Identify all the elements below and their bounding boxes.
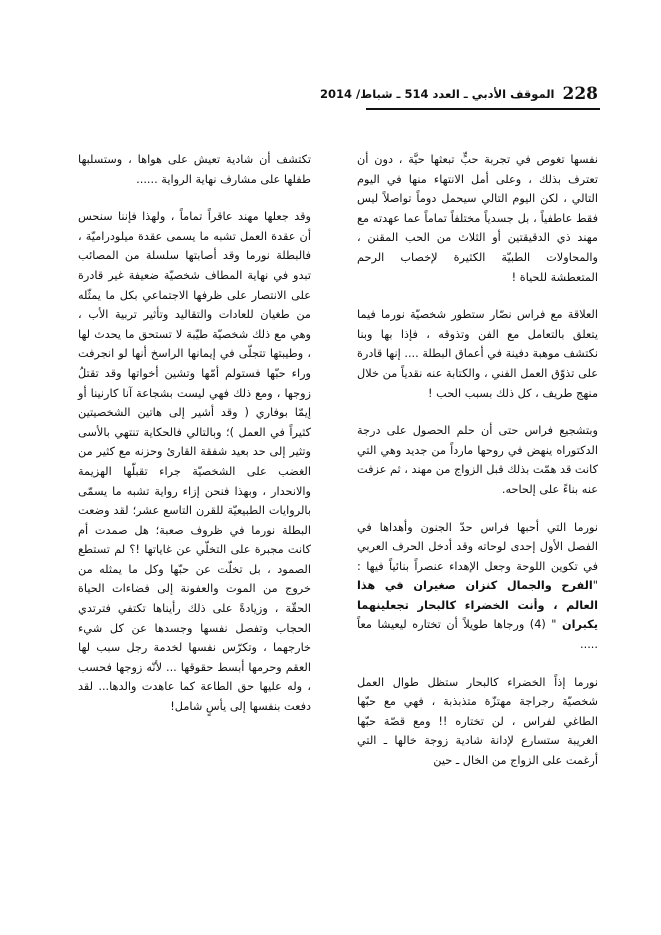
paragraph: وبتشجيع فراس حتى أن حلم الحصول على درجة الدكتوراه ينهض في روحها مارداً من جديد وهي التي كانت قد همّت بذلك قبل الزواج من مهند ، ثم عزفت عنه بناءً على إلحاحه. — [356, 424, 598, 496]
paragraph: وقد جعلها مهند عاقراً تماماً ، ولهذا فإننا سنحس أن عقدة العمل تشبه ما يسمى عقدة ميلودراميّة ، فالبطلة نورما وقد أصابتها سلسلة من المصائب تبدو في نهاية المطاف شخصيّة ضعيفة غير قادرة على الانتصار على ظرفها الاجتماعي بكل ما يمثّله من طغيان للعادات والتقاليد وتأثير تربية الأب ، وهي مع ذلك شخصيّة طيّبة لا تستحق ما يحدث لها ، وطيبتها تتجلّى في إيمانها الراسخ أنها لو انجرفت وراء حبّها فستولم أمّها وتشين أخواتها وقد تقتلُ زوجها ، ومع ذلك فهي ليست بشجاعة آنا كارنينا أو إيمّا بوفاري ( وقد أشير إلى هاتين الشخصيتين كثيراً في العمل )؛ وبالتالي فالحكاية تنتهي بالأسى وتثير إلى حد بعيد شفقة القارئ وحزنه مع كثير من الغضب على الشخصيّة جراء تقبلّها الهزيمة والانحدار ، وبهذا فنحن إزاء رواية تشبه ما يسمّى بالروايات الطبيعيّة للقرن التاسع عشر؛ لقد وضعت البطلة نورما في ظروف صعبة؛ هل صمدت أم كانت مجبرة على التخلّي عن غاياتها !؟ لم تستطع الصمود ، بل تخلّت عن حبّها وكل ما يمثله من خروج من الموت والعفونة إلى فضاءات الحياة الحقّة ، وزيادةً على ذلك رأيناها تكتفي فترتدي الحجاب وتفصل نفسها وجسدها عن كل شيء خارجهما ، وتكرّس نفسها لخدمة رجل سبب لها العقم وحرمها أبسط حقوقها ... لأنّه زوجها فحسب ، وله عليها حق الطاعة كما عاهدت والدها... لقد دفعت بنفسها إلى يأسٍ شامل! — [78, 210, 311, 714]
paragraph: نورما إذاً الخضراء كالبحار ستظل طوال العمل شخصيّة رجراجة مهتزّة متذبذبة ، فهي مع حبّها الطاغي لفراس ، لن تختاره !! ومع قصّة حبّها الغريبة ستسارع لإدانة شادية زوجة خالها ـ التي أرغمت على الزواج من الخال ـ حين — [357, 675, 598, 768]
paragraph-with-quote — [357, 518, 598, 655]
left-column — [78, 150, 311, 735]
journal-issue-line: الموقف الأدبي ـ العدد 514 ـ شباط/ 2014 — [320, 87, 555, 101]
page-header — [320, 84, 598, 104]
bold-quote: الفرح والجمال كنزان صغيران في هذا العالم ، وأنت الخضراء كالبحار تجعلينهما يكبران — [357, 579, 598, 632]
paragraph-text: " (4) ورجاها طويلاً أن تختاره ليعيشا معاً ..... — [357, 618, 598, 652]
page-number: 228 — [562, 84, 598, 104]
paragraph: نفسها تغوص في تجربة حبٍّ تبعثها حيَّة ، دون أن تعترف بذلك ، وعلى أمل الانتهاء منها في اليوم التالي ، لكن اليوم التالي سيحمل دوماً تواصلاً ليس فقط عاطفياً ، بل جسدياً مختلفاً تماماً عما عهدته مع مهند ذي الدقيقتين أو الثلاث من الحب المقنن ، والمحاولات الطبيّة الكثيرة لإخصاب الرحم المتعطشة للحياة ! — [357, 153, 598, 284]
paragraph: العلاقة مع فراس نصّار ستطور شخصيّة نورما فيما يتعلق بالتعامل مع الفن وتذوقه ، فإذا بها وبنا نكتشف موهبة دفينة في أعماق البطلة .... إنها قادرة على تذوّق العمل الفني ، والكتابة عنه نقدياً من خلال منهج طريف ، كل ذلك بسبب الحب ! — [357, 308, 598, 400]
paragraph-text: نورما التي أحبها فراس حدّ الجنون وأهداها في الفصل الأول إحدى لوحاته وقد أدخل الحرف العربي في تكوين اللوحة وجعل الإهداء عنصراً بنائياً فيها : " — [357, 520, 598, 593]
header-rule — [366, 108, 600, 110]
right-column — [357, 150, 598, 789]
paragraph: تكتشف أن شادية تعيش على هواها ، وستسلبها طفلها على مشارف نهاية الرواية ...... — [78, 153, 311, 186]
